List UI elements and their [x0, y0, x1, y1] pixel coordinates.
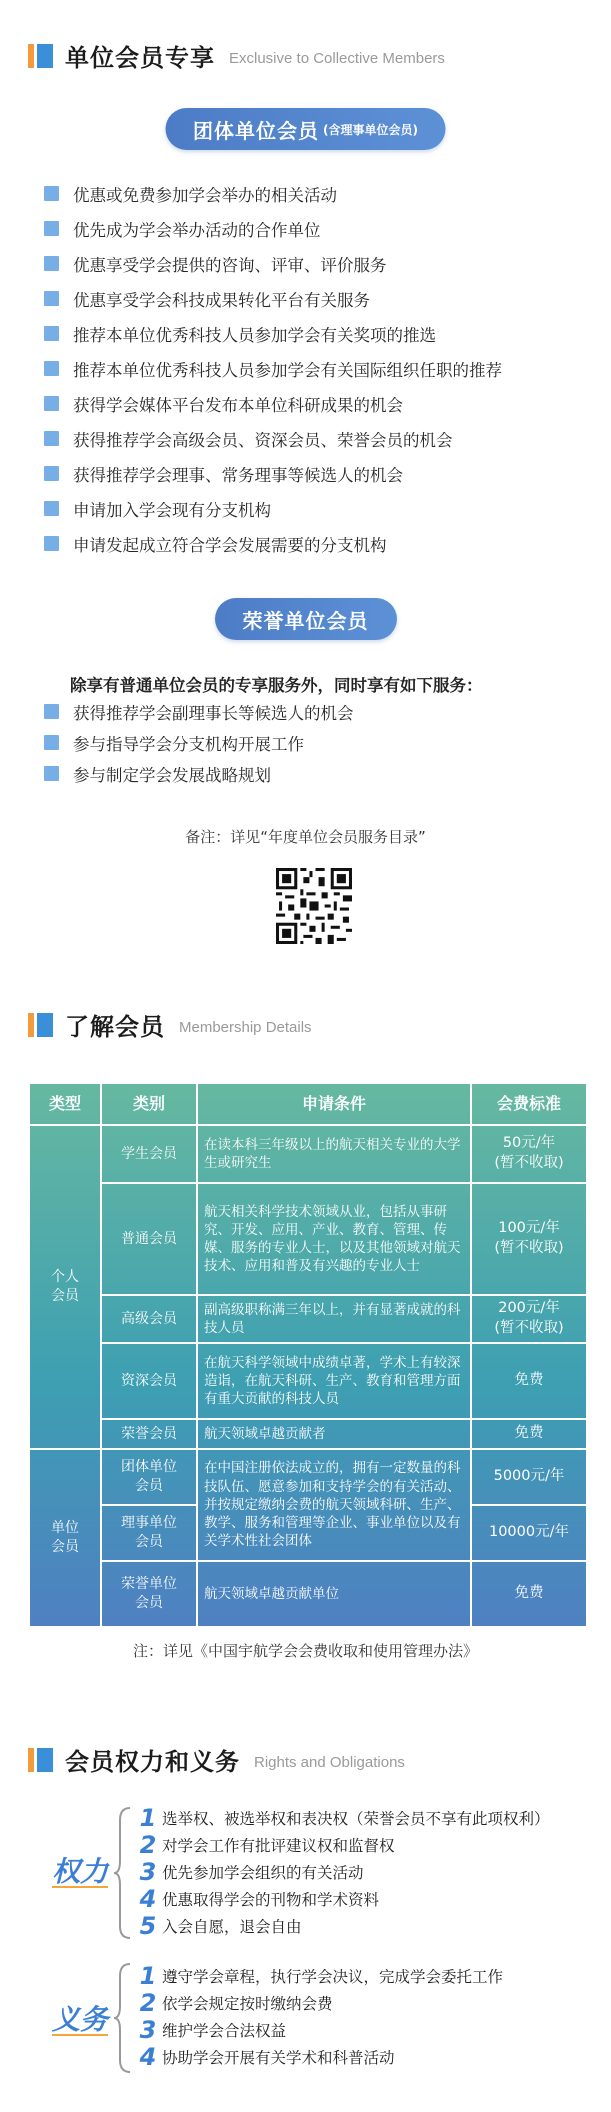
- condition-cell: 航天领域卓越贡献单位: [197, 1561, 471, 1627]
- condition-cell: 在中国注册依法成立的，拥有一定数量的科技队伍、愿意参加和支持学会的有关活动、并按规定缴纳会费的航天领域科研、生产、教学、服务和管理等企业、事业单位以及有关学术性社会团体: [197, 1449, 471, 1561]
- bullet-square-icon: [44, 466, 59, 481]
- rights-item: 5 入会自愿，退会自由: [139, 1911, 302, 1940]
- condition-cell: 航天相关科学技术领域从业，包括从事研究、开发、应用、产业、教育、管理、传媒、服务的专业人士，以及其他领域对航天技术、应用和普及有兴趣的专业人士: [197, 1183, 471, 1295]
- type-cell-unit: 单位会员: [29, 1449, 101, 1627]
- category-cell: 荣誉单位 会员: [101, 1561, 197, 1627]
- benefit-item: 推荐本单位优秀科技人员参加学会有关国际组织任职的推荐: [44, 351, 587, 386]
- bullet-square-icon: [44, 766, 59, 781]
- bullet-square-icon: [44, 291, 59, 306]
- bullet-square-icon: [44, 326, 59, 341]
- category-cell: 理事单位 会员: [101, 1505, 197, 1561]
- obligations-brace-icon: [112, 1962, 134, 2074]
- remark-note: 备注：详见“年度单位会员服务目录”: [185, 828, 426, 846]
- group-member-pill: [165, 108, 446, 150]
- bullet-square-icon: [44, 536, 59, 551]
- section-title: 单位会员专享: [65, 44, 215, 72]
- table-row: [29, 1295, 587, 1343]
- benefit-item: 申请加入学会现有分支机构: [44, 491, 587, 526]
- rights-item: 2 对学会工作有批评建议权和监督权: [139, 1830, 395, 1859]
- section-marker-icon: [28, 1013, 53, 1037]
- header-fee: 会费标准: [471, 1083, 587, 1125]
- obligations-item: 1 遵守学会章程，执行学会决议，完成学会委托工作: [139, 1961, 504, 1990]
- bullet-square-icon: [44, 735, 59, 750]
- bullet-square-icon: [44, 256, 59, 271]
- rights-list: [138, 1804, 550, 1939]
- section-header-rights: [28, 1742, 405, 1777]
- benefit-item: 获得推荐学会理事、常务理事等候选人的机会: [44, 456, 587, 491]
- benefit-item: 获得推荐学会高级会员、资深会员、荣誉会员的机会: [44, 421, 587, 456]
- rights-label: 权力: [52, 1855, 109, 1888]
- section-subtitle: Exclusive to Collective Members: [229, 49, 445, 67]
- header-category: 类别: [101, 1083, 197, 1125]
- category-cell: 学生会员: [101, 1125, 197, 1183]
- bullet-square-icon: [44, 704, 59, 719]
- honor-member-pill: [215, 598, 397, 640]
- fee-cell: 免费: [471, 1343, 587, 1419]
- table-row: [29, 1419, 587, 1449]
- category-cell: 荣誉会员: [101, 1419, 197, 1449]
- category-cell: 团体单位 会员: [101, 1449, 197, 1505]
- category-cell: 普通会员: [101, 1183, 197, 1295]
- category-cell: 资深会员: [101, 1343, 197, 1419]
- section-header-membership: [28, 1007, 312, 1042]
- benefit-item: 参与指导学会分支机构开展工作: [44, 727, 587, 758]
- bullet-square-icon: [44, 361, 59, 376]
- condition-cell: 航天领域卓越贡献者: [197, 1419, 471, 1449]
- obligations-label: 义务: [52, 2003, 109, 2036]
- bullet-square-icon: [44, 501, 59, 516]
- condition-cell: 在读本科三年级以上的航天相关专业的大学生或研究生: [197, 1125, 471, 1183]
- benefit-item: 参与制定学会发展战略规划: [44, 758, 587, 789]
- table-row: [29, 1125, 587, 1183]
- obligations-item: 2 依学会规定按时缴纳会费: [139, 1988, 333, 2017]
- benefit-item: 优惠享受学会科技成果转化平台有关服务: [44, 281, 587, 316]
- fee-cell: 10000元/年: [471, 1505, 587, 1561]
- benefit-item: 获得推荐学会副理事长等候选人的机会: [44, 696, 587, 727]
- section-subtitle: Membership Details: [179, 1018, 312, 1036]
- pill-note: (含理事单位会员): [323, 122, 418, 137]
- section-header-exclusive: [28, 38, 445, 73]
- bullet-square-icon: [44, 186, 59, 201]
- fee-cell: 免费: [471, 1561, 587, 1627]
- table-row: [29, 1561, 587, 1627]
- rights-item: 4 优惠取得学会的刊物和学术资料: [139, 1884, 380, 1913]
- fee-cell: 50元/年 (暂不收取): [471, 1125, 587, 1183]
- table-row: [29, 1183, 587, 1295]
- condition-cell: 在航天科学领域中成绩卓著，学术上有较深造诣，在航天科研、生产、教育和管理方面有重大贡献的科技人员: [197, 1343, 471, 1419]
- benefit-item: 推荐本单位优秀科技人员参加学会有关奖项的推选: [44, 316, 587, 351]
- qr-code-icon[interactable]: [276, 868, 352, 944]
- rights-brace-icon: [112, 1806, 134, 1940]
- obligations-item: 4 协助学会开展有关学术和科普活动: [139, 2042, 395, 2071]
- fee-cell: 5000元/年: [471, 1449, 587, 1505]
- section-title: 会员权力和义务: [65, 1748, 240, 1776]
- type-cell-individual: 个人会员: [29, 1125, 101, 1449]
- membership-table: [28, 1082, 588, 1628]
- benefit-item: 优惠享受学会提供的咨询、评审、评价服务: [44, 246, 587, 281]
- fee-cell: 免费: [471, 1419, 587, 1449]
- benefit-item: 优先成为学会举办活动的合作单位: [44, 211, 587, 246]
- category-cell: 高级会员: [101, 1295, 197, 1343]
- rights-item: 1 选举权、被选举权和表决权（荣誉会员不享有此项权利）: [139, 1803, 550, 1832]
- pill-title: 团体单位会员: [193, 118, 320, 143]
- benefit-item: 获得学会媒体平台发布本单位科研成果的机会: [44, 386, 587, 421]
- rights-item: 3 优先参加学会组织的有关活动: [139, 1857, 364, 1886]
- fee-cell: 100元/年 (暂不收取): [471, 1183, 587, 1295]
- bullet-square-icon: [44, 396, 59, 411]
- bullet-square-icon: [44, 431, 59, 446]
- table-header-row: [29, 1083, 587, 1125]
- benefit-item: 优惠或免费参加学会举办的相关活动: [44, 176, 587, 211]
- section-title: 了解会员: [65, 1013, 165, 1041]
- table-row: [29, 1343, 587, 1419]
- pill-title: 荣誉单位会员: [242, 608, 369, 633]
- honor-member-benefits: [44, 696, 587, 789]
- section-subtitle: Rights and Obligations: [254, 1753, 405, 1771]
- section-marker-icon: [28, 44, 53, 68]
- bullet-square-icon: [44, 221, 59, 236]
- section-marker-icon: [28, 1748, 53, 1772]
- condition-cell: 副高级职称满三年以上，并有显著成就的科技人员: [197, 1295, 471, 1343]
- table-row: [29, 1449, 587, 1505]
- benefit-item: 申请发起成立符合学会发展需要的分支机构: [44, 526, 587, 561]
- fee-cell: 200元/年 (暂不收取): [471, 1295, 587, 1343]
- obligations-item: 3 维护学会合法权益: [139, 2015, 287, 2044]
- group-member-benefits: [44, 176, 587, 561]
- table-footnote: 注：详见《中国宇航学会会费收取和使用管理办法》: [132, 1642, 478, 1660]
- honor-intro: 除享有普通单位会员的专享服务外，同时享有如下服务：: [70, 676, 483, 695]
- header-condition: 申请条件: [197, 1083, 471, 1125]
- obligations-list: [138, 1962, 503, 2070]
- header-type: 类型: [29, 1083, 101, 1125]
